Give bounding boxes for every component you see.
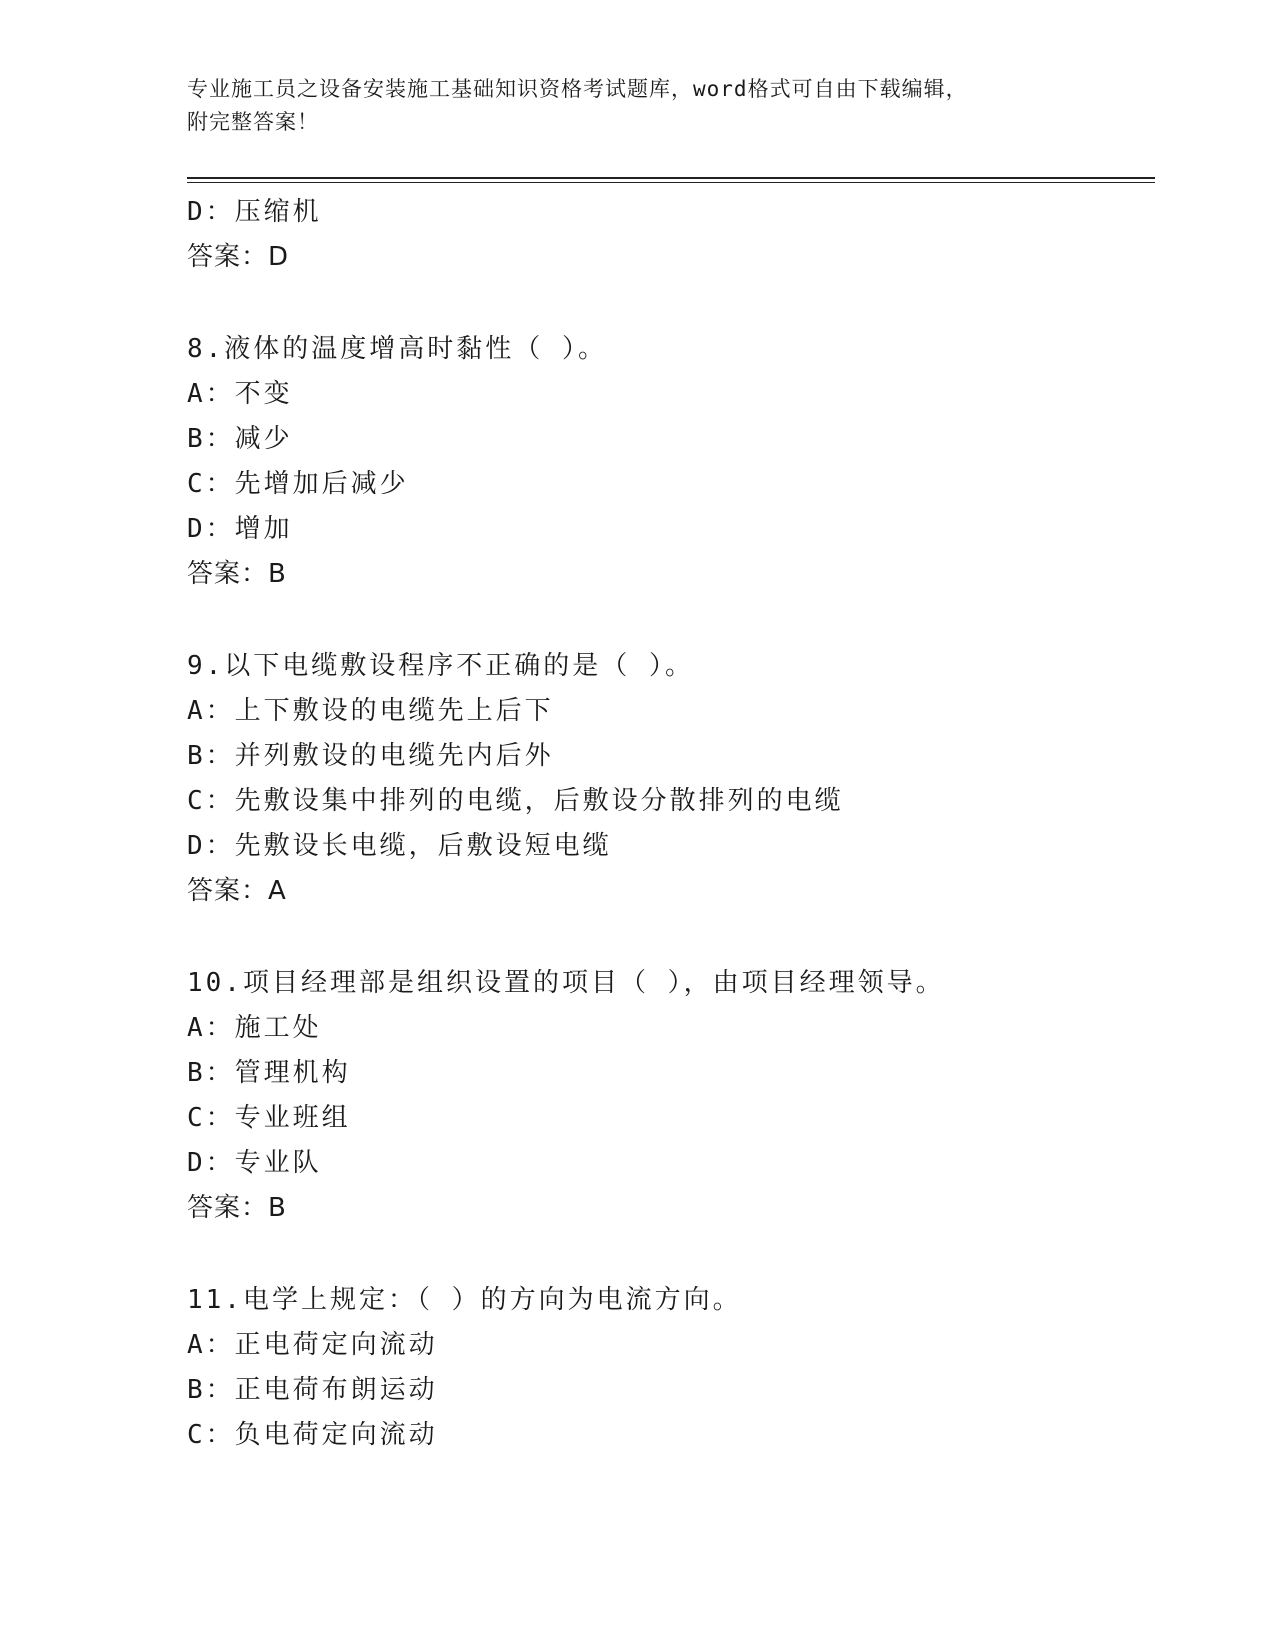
option-c: C：先增加后减少 <box>187 469 409 499</box>
header-line-1: 专业施工员之设备安装施工基础知识资格考试题库，word格式可自由下载编辑， <box>187 77 968 101</box>
question-list <box>187 190 1155 1458</box>
option-a: A：上下敷设的电缆先上后下 <box>187 696 554 726</box>
option-b: B：正电荷布朗运动 <box>187 1375 438 1405</box>
answer: 答案：B <box>187 1193 287 1223</box>
option-d: D：增加 <box>187 514 293 544</box>
option-c: C：负电荷定向流动 <box>187 1420 438 1450</box>
question-stem: 9.以下电缆敷设程序不正确的是（ ）。 <box>187 651 694 681</box>
spacer <box>187 914 1155 961</box>
option-b: B：并列敷设的电缆先内后外 <box>187 741 554 771</box>
question-stem: 8.液体的温度增高时黏性（ ）。 <box>187 334 607 364</box>
answer: 答案：B <box>187 559 287 589</box>
spacer <box>187 280 1155 327</box>
prev-answer: 答案：D <box>187 242 290 272</box>
answer: 答案：A <box>187 876 287 906</box>
header-rule-thick <box>187 177 1155 179</box>
question-stem: 10.项目经理部是组织设置的项目（ ），由项目经理领导。 <box>187 968 945 998</box>
header-line-2: 附完整答案！ <box>187 110 319 134</box>
option-c: C：专业班组 <box>187 1103 351 1133</box>
option-d: D：先敷设长电缆，后敷设短电缆 <box>187 831 612 861</box>
option-d: D：专业队 <box>187 1148 322 1178</box>
option-b: B：减少 <box>187 424 293 454</box>
option-a: A：正电荷定向流动 <box>187 1330 438 1360</box>
option-c: C：先敷设集中排列的电缆，后敷设分散排列的电缆 <box>187 786 844 816</box>
question-11 <box>187 1278 1155 1458</box>
spacer <box>187 1231 1155 1278</box>
question-10 <box>187 961 1155 1231</box>
question-stem: 11.电学上规定：（ ）的方向为电流方向。 <box>187 1285 742 1315</box>
question-9 <box>187 644 1155 914</box>
option-b: B：管理机构 <box>187 1058 351 1088</box>
prev-option-d: D：压缩机 <box>187 197 322 227</box>
option-a: A：施工处 <box>187 1013 322 1043</box>
option-a: A：不变 <box>187 379 293 409</box>
document-header <box>187 73 1087 139</box>
header-rule-thin <box>187 182 1155 183</box>
spacer <box>187 597 1155 644</box>
question-8 <box>187 327 1155 597</box>
